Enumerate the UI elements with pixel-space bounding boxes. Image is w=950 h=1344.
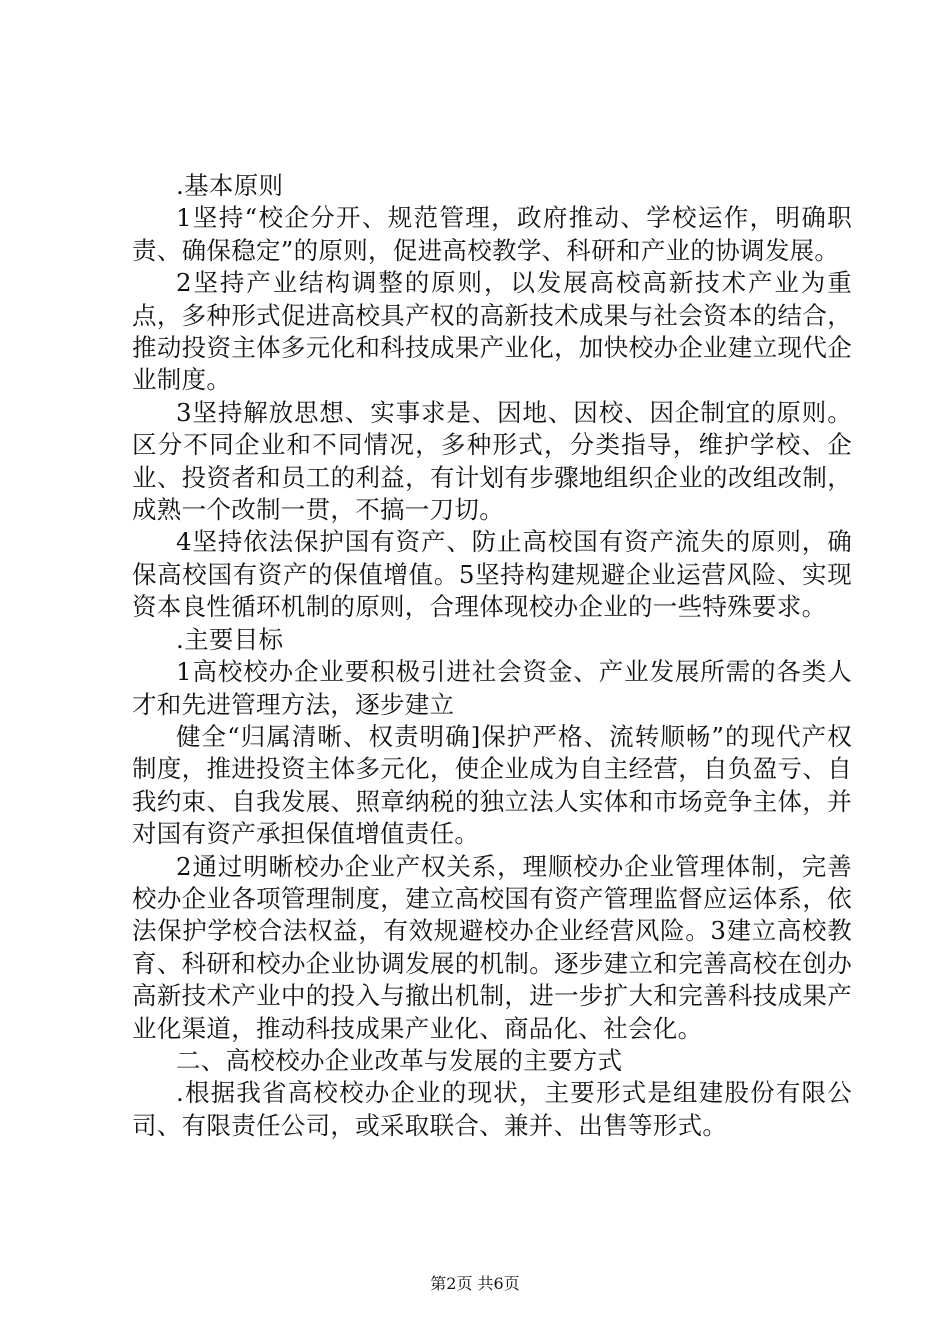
paragraph-reform-forms: .根据我省高校校办企业的现状，主要形式是组建股份有限公司、有限责任公司，或采取联合、兼并、出售等形式。 (132, 1078, 852, 1140)
section-heading-main-goals: .主要目标 (176, 624, 284, 654)
paragraph-goal-1: 1高校校办企业要积极引进社会资金、产业发展所需的各类人才和先进管理方法，逐步建立 (132, 657, 852, 719)
paragraph-goal-2-3: 2通过明晰校办企业产权关系，理顺校办企业管理体制，完善校办企业各项管理制度，建立高校国有资产管理监督应运体系，依法保护学校合法权益，有效规避校办企业经营风险。3建立高校教育、科研和校办企业协调发展的机制。逐步建立和完善高校在创办高新技术产业中的投入与撤出机制，进一步扩大和完善科技成果产业化渠道，推动科技成果产业化、商品化、社会化。 (132, 851, 852, 1043)
paragraph-goal-1-continued: 健全“归属清晰、权责明确]保护严格、流转顺畅”的现代产权制度，推进投资主体多元化，使企业成为自主经营，自负盈亏、自我约束、自我发展、照章纳税的独立法人实体和市场竞争主体，并对国有资产承担保值增值责任。 (132, 721, 852, 849)
section-heading-basic-principles: .基本原则 (176, 171, 284, 200)
paragraph-principle-1: 1坚持“校企分开、规范管理，政府推动、学校运作，明确职责、确保稳定”的原则，促进高校教学、科研和产业的协调发展。 (132, 203, 852, 265)
paragraph-principle-3: 3坚持解放思想、实事求是、因地、因校、因企制宜的原则。区分不同企业和不同情况，多种形式，分类指导，维护学校、企业、投资者和员工的利益，有计划有步骤地组织企业的改组改制，成熟一个改制一贯，不搞一刀切。 (132, 397, 852, 525)
paragraph-principle-4-5: 4坚持依法保护国有资产、防止高校国有资产流失的原则，确保高校国有资产的保值增值。5坚持构建规避企业运营风险、实现资本良性循环机制的原则，合理体现校办企业的一些特殊要求。 (132, 527, 852, 622)
page-footer: 第2页 共6页 (430, 1274, 520, 1293)
section-heading-reform-methods: 二、高校校办企业改革与发展的主要方式 (176, 1045, 623, 1075)
paragraph-principle-2: 2坚持产业结构调整的原则，以发展高校高新技术产业为重点，多种形式促进高校具产权的高新技术成果与社会资本的结合，推动投资主体多元化和科技成果产业化，加快校办企业建立现代企业制度。 (132, 268, 852, 395)
document-body (132, 170, 852, 1142)
